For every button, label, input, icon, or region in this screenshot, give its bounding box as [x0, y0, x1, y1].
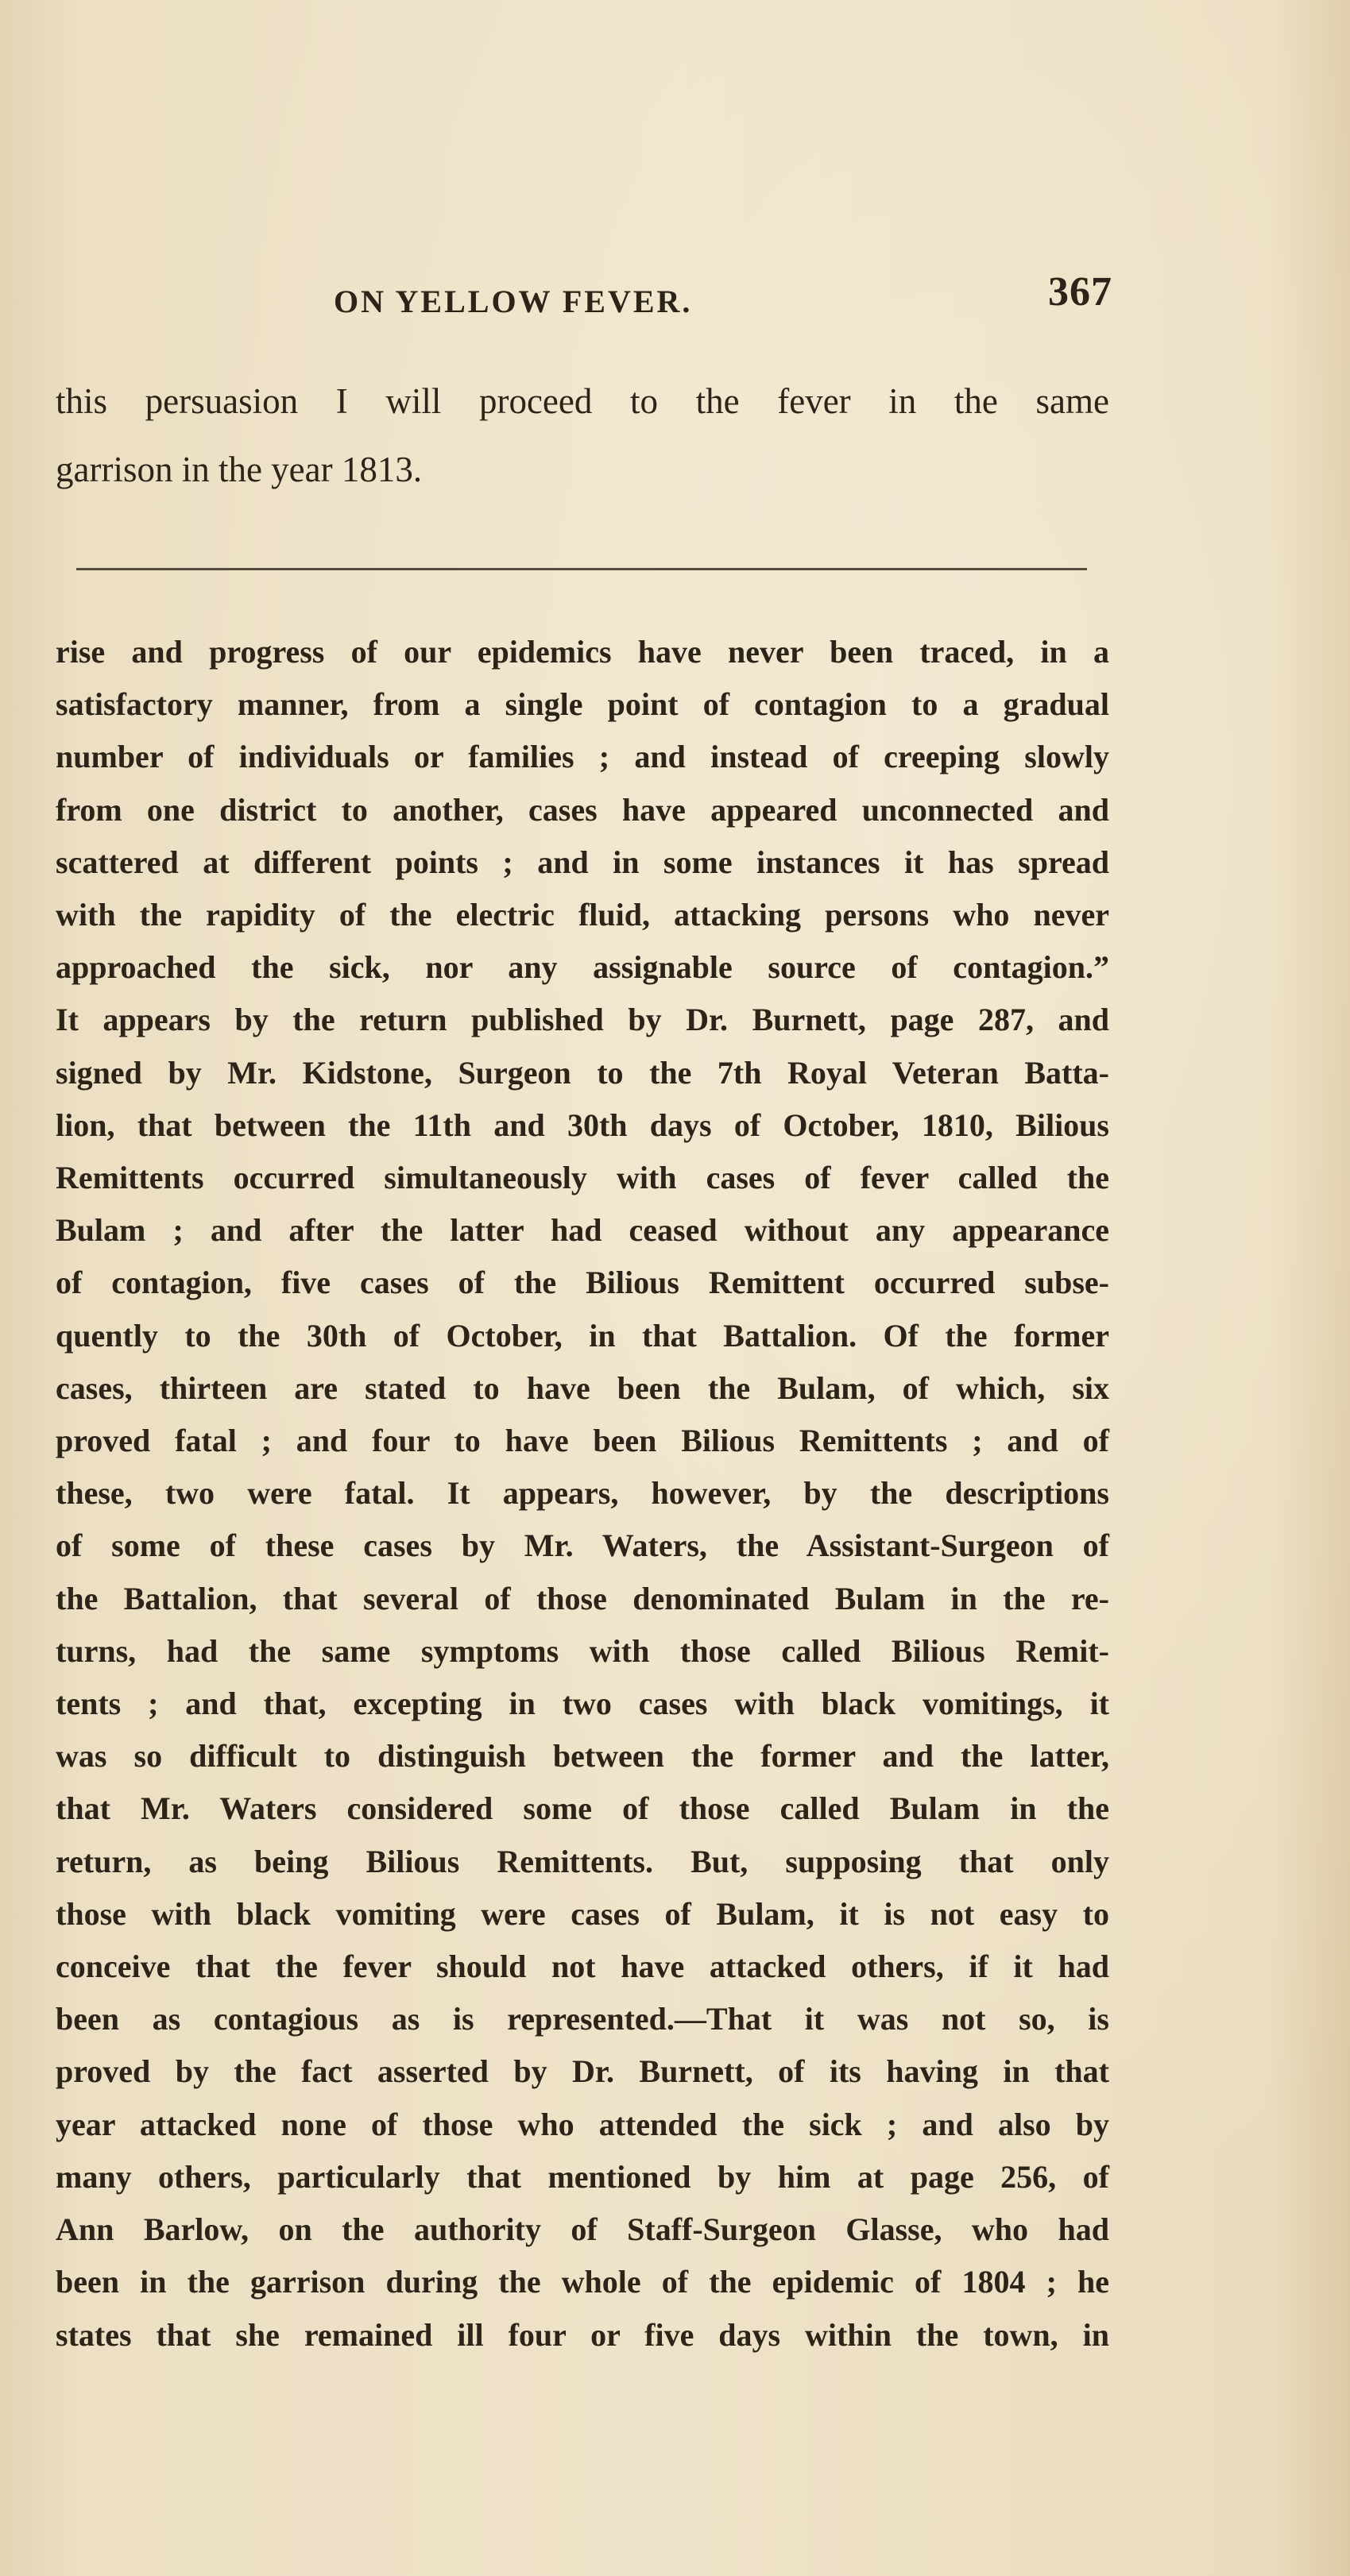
text-line: garrison in the year 1813. — [56, 450, 423, 489]
text-line: quently to the 30th of October, in that Battalion. Of the former — [56, 1317, 1109, 1354]
text-line: number of individuals or families ; and instead of creeping slowly — [56, 739, 1109, 775]
text-line: been as contagious as is represented.—That it was not so, is — [56, 2001, 1109, 2037]
text-line: scattered at different points ; and in some instances it has spread — [56, 844, 1109, 880]
footnote-separator-rule — [76, 568, 1087, 570]
text-line: It appears by the return published by Dr. Burnett, page 287, and — [56, 1002, 1109, 1038]
text-line: signed by Mr. Kidstone, Surgeon to the 7th Royal Veteran Batta- — [56, 1054, 1109, 1091]
text-line: those with black vomiting were cases of Bulam, it is not easy to — [56, 1895, 1109, 1932]
text-line: that Mr. Waters considered some of those called Bulam in the — [56, 1790, 1109, 1827]
text-line: of some of these cases by Mr. Waters, the Assistant-Surgeon of — [56, 1527, 1109, 1564]
lead-paragraph — [56, 367, 1109, 504]
text-line: from one district to another, cases have appeared unconnected and — [56, 791, 1109, 828]
text-line: states that she remained ill four or five days within the town, in — [56, 2316, 1109, 2353]
text-line: turns, had the same symptoms with those called Bilious Remit- — [56, 1632, 1109, 1669]
running-title: ON YELLOW FEVER. — [334, 284, 693, 319]
text-line: Bulam ; and after the latter had ceased without any appearance — [56, 1212, 1109, 1249]
text-line: return, as being Bilious Remittents. But, supposing that only — [56, 1843, 1109, 1879]
text-line: Ann Barlow, on the authority of Staff-Surgeon Glasse, who had — [56, 2211, 1109, 2248]
running-head — [56, 268, 1112, 332]
text-line: approached the sick, nor any assignable source of contagion.” — [56, 949, 1109, 986]
text-line: Remittents occurred simultaneously with cases of fever called the — [56, 1160, 1109, 1196]
text-line: with the rapidity of the electric fluid, attacking persons who never — [56, 897, 1109, 933]
text-line: satisfactory manner, from a single point of contagion to a gradual — [56, 686, 1109, 723]
text-line: proved fatal ; and four to have been Bilious Remittents ; and of — [56, 1423, 1109, 1459]
text-line: cases, thirteen are stated to have been the Bulam, of which, six — [56, 1369, 1109, 1406]
text-line: many others, particularly that mentioned by him at page 256, of — [56, 2158, 1109, 2195]
quoted-body-text — [56, 626, 1109, 2362]
text-line: the Battalion, that several of those denominated Bulam in the re- — [56, 1580, 1109, 1616]
text-line: year attacked none of those who attended the sick ; and also by — [56, 2106, 1109, 2142]
page-number: 367 — [1048, 269, 1112, 315]
text-line: these, two were fatal. It appears, however, by the descriptions — [56, 1475, 1109, 1512]
text-line: rise and progress of our epidemics have never been traced, in a — [56, 634, 1109, 670]
text-line: this persuasion I will proceed to the fever in the same — [56, 381, 1109, 421]
text-line: proved by the fact asserted by Dr. Burnett, of its having in that — [56, 2053, 1109, 2090]
text-line: was so difficult to distinguish between the former and the latter, — [56, 1738, 1109, 1775]
text-line: conceive that the fever should not have attacked others, if it had — [56, 1948, 1109, 1985]
text-line: of contagion, five cases of the Bilious Remittent occurred subse- — [56, 1265, 1109, 1301]
text-line: tents ; and that, excepting in two cases with black vomitings, it — [56, 1686, 1109, 1722]
text-line: lion, that between the 11th and 30th days of October, 1810, Bilious — [56, 1106, 1109, 1143]
text-line: been in the garrison during the whole of the epidemic of 1804 ; he — [56, 2264, 1109, 2300]
